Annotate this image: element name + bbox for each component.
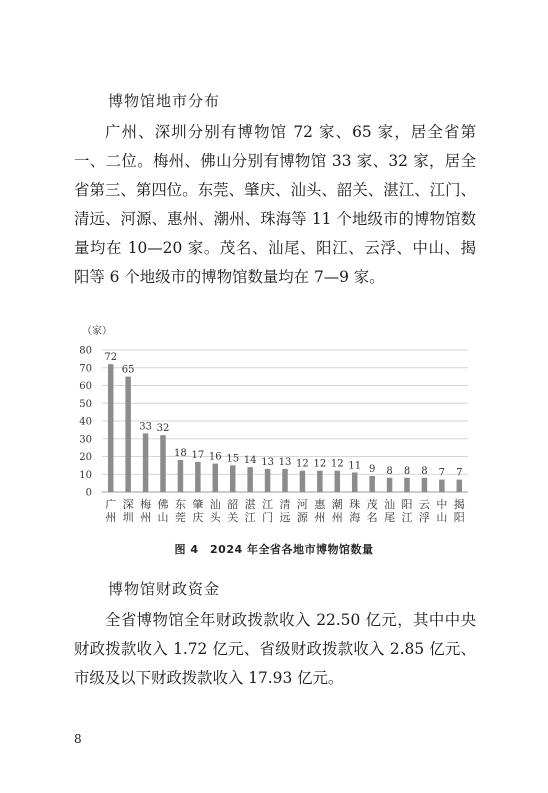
data-label: 72 <box>104 352 118 364</box>
bar <box>195 462 201 492</box>
museum-count-bar-chart <box>60 322 480 532</box>
page-number: 8 <box>74 732 82 746</box>
y-tick-label: 60 <box>79 381 92 392</box>
category-label: 汕头 <box>209 498 221 524</box>
y-tick-label: 10 <box>79 469 92 481</box>
category-label: 湛江 <box>244 498 256 524</box>
data-label: 8 <box>421 465 428 477</box>
y-tick-label: 0 <box>85 487 92 499</box>
category-label: 中山 <box>436 498 448 524</box>
data-label: 14 <box>243 455 257 467</box>
chart-caption: 图 4 2024 年全省各地市博物馆数量 <box>174 543 374 556</box>
data-label: 16 <box>208 451 222 463</box>
category-label: 茂名 <box>366 498 378 524</box>
data-label: 9 <box>368 464 376 476</box>
bar <box>335 471 341 492</box>
data-label: 33 <box>139 421 152 433</box>
data-label: 65 <box>121 364 135 376</box>
distribution-paragraph: 广州、深圳分别有博物馆 72 家、65 家，居全省第一、二位。梅州、佛山分别有博物馆 33 家、32 家，居全省第三、第四位。东莞、肇庆、汕头、韶关、湛江、江门、清远、河源、惠州、潮州、珠海等 11 个地级市的博物馆数量均在 10—20 家。茂名、汕尾、阳江、云浮、中山、揭阳等 6 个地级市的博物馆数量均在 7—9 家。 <box>74 123 476 286</box>
category-label: 河源 <box>296 498 308 524</box>
category-label: 阳江 <box>401 498 413 524</box>
y-tick-label: 40 <box>79 416 92 428</box>
category-label: 汕尾 <box>384 498 396 524</box>
category-label: 潮州 <box>331 498 343 524</box>
data-label: 32 <box>156 423 170 435</box>
section-heading-distribution: 博物馆地市分布 <box>108 92 221 110</box>
category-label: 梅州 <box>140 498 152 524</box>
bar <box>352 472 358 492</box>
data-label: 8 <box>386 465 393 477</box>
bar <box>125 377 130 492</box>
category-label: 深圳 <box>122 498 134 524</box>
bar <box>439 480 445 492</box>
bar <box>317 471 323 492</box>
data-label: 11 <box>348 460 362 472</box>
bar <box>160 435 166 492</box>
data-label: 12 <box>296 458 309 470</box>
data-label: 7 <box>438 467 446 479</box>
bar <box>213 464 219 492</box>
bar <box>108 364 114 492</box>
y-tick-label: 70 <box>79 363 92 375</box>
bar <box>230 465 236 492</box>
finance-paragraph: 全省博物馆全年财政拨款收入 22.50 亿元，其中中央财政拨款收入 1.72 亿元、省级财政拨款收入 2.85 亿元、市级及以下财政拨款收入 17.93 亿元。 <box>74 611 476 687</box>
category-label: 揭阳 <box>453 498 465 524</box>
data-label: 13 <box>278 456 292 468</box>
data-label: 12 <box>330 458 344 470</box>
bar <box>178 460 184 492</box>
category-label: 肇庆 <box>192 498 204 524</box>
category-label: 江门 <box>262 498 274 524</box>
bar <box>265 469 271 492</box>
bar <box>457 480 463 492</box>
data-label: 13 <box>261 456 274 468</box>
bar <box>300 471 306 492</box>
category-label: 云浮 <box>418 498 430 524</box>
category-label: 韶关 <box>227 498 239 524</box>
y-axis-unit-label: （家） <box>82 326 112 337</box>
bar <box>404 478 410 492</box>
category-label: 佛山 <box>157 498 169 524</box>
data-label: 15 <box>226 453 240 465</box>
y-tick-label: 80 <box>79 345 92 357</box>
bar <box>247 467 253 492</box>
y-tick-label: 20 <box>79 452 92 463</box>
category-label: 东莞 <box>174 498 186 524</box>
data-label: 17 <box>191 449 205 461</box>
bar <box>143 433 149 492</box>
data-label: 18 <box>174 448 187 460</box>
section-heading-finance: 博物馆财政资金 <box>108 580 221 598</box>
category-label: 广州 <box>105 498 117 524</box>
category-label: 珠海 <box>349 498 361 524</box>
bar <box>282 469 288 492</box>
data-label: 8 <box>403 465 411 477</box>
category-label: 清远 <box>279 498 291 524</box>
y-tick-label: 30 <box>79 434 92 446</box>
bar <box>369 476 375 492</box>
category-label: 惠州 <box>314 498 326 524</box>
bar <box>422 478 428 492</box>
data-label: 7 <box>456 467 463 479</box>
y-tick-label: 50 <box>79 398 92 410</box>
bar <box>387 478 393 492</box>
data-label: 12 <box>313 458 327 470</box>
